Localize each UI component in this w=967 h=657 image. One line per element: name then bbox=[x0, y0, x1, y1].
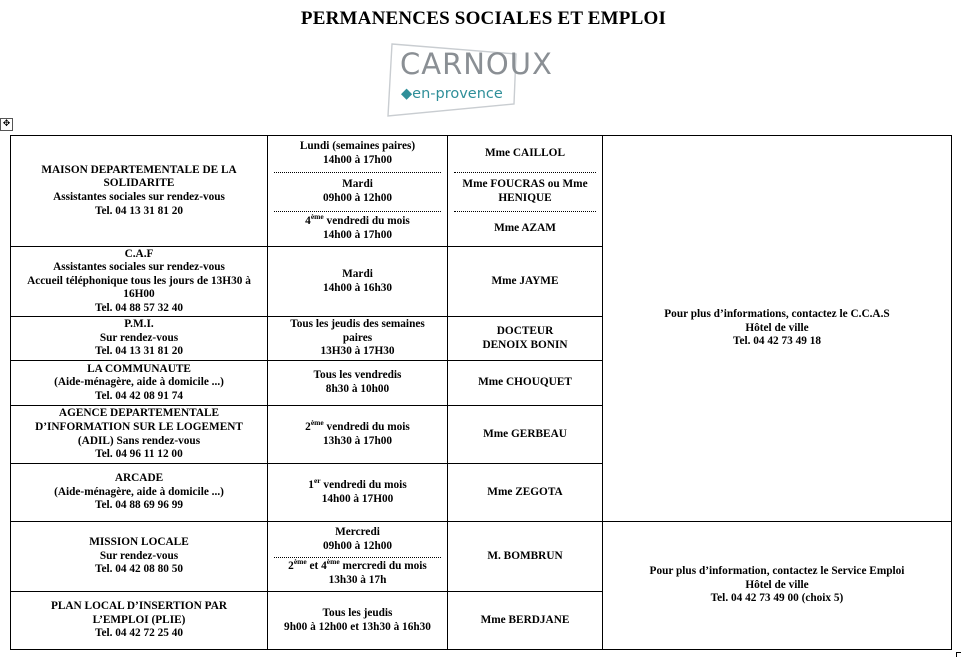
permanences-table bbox=[10, 135, 952, 650]
schedule-cell-adil: 2ème vendredi du mois 13h30 à 17h00 bbox=[268, 406, 448, 464]
schedule-cell-mission-locale: Mercredi 09h00 à 12h00 2ème et 4ème mercredi du mois 13h30 à 17h bbox=[268, 522, 448, 592]
logo-subtitle: ◆en-provence bbox=[401, 86, 503, 102]
logo-wordmark: CARNOUX bbox=[400, 47, 553, 81]
schedule-cell-arcade: 1er vendredi du mois 14h00 à 17H00 bbox=[268, 464, 448, 522]
emploi-info-cell: Pour plus d’information, contactez le Service Emploi Hôtel de ville Tel. 04 42 73 49 00 (choix 5) bbox=[603, 522, 952, 650]
org-cell-plie: PLAN LOCAL D’INSERTION PAR L’EMPLOI (PLIE) Tel. 04 42 72 25 40 bbox=[11, 592, 268, 650]
schedule-cell-mds: Lundi (semaines paires) 14h00 à 17h00 Mardi 09h00 à 12h00 4ème vendredi du mois 14h00 à 17h00 bbox=[268, 136, 448, 247]
contact-cell-caf: Mme JAYME bbox=[448, 247, 603, 317]
contact-cell-mission-locale: M. BOMBRUN bbox=[448, 522, 603, 592]
schedule-cell-plie: Tous les jeudis 9h00 à 12h00 et 13h30 à 16h30 bbox=[268, 592, 448, 650]
contact-cell-mds: Mme CAILLOL Mme FOUCRAS ou Mme HENIQUE Mme AZAM bbox=[448, 136, 603, 247]
org-cell-caf: C.A.F Assistantes sociales sur rendez-vous Accueil téléphonique tous les jours de 13H30 à 16H00 Tel. 04 88 57 32 40 bbox=[11, 247, 268, 317]
org-cell-adil: AGENCE DEPARTEMENTALE D’INFORMATION SUR LE LOGEMENT (ADIL) Sans rendez-vous Tel. 04 96 11 12 00 bbox=[11, 406, 268, 464]
contact-cell-plie: Mme BERDJANE bbox=[448, 592, 603, 650]
ccas-info-cell: Pour plus d’informations, contactez le C.C.A.S Hôtel de ville Tel. 04 42 73 49 18 bbox=[603, 136, 952, 522]
table-end-marker bbox=[956, 652, 961, 657]
org-cell-mission-locale: MISSION LOCALE Sur rendez-vous Tel. 04 42 08 80 50 bbox=[11, 522, 268, 592]
diamond-icon: ◆ bbox=[401, 86, 413, 102]
org-cell-mds: MAISON DEPARTEMENTALE DE LA SOLIDARITE Assistantes sociales sur rendez-vous Tel. 04 13 31 81 20 bbox=[11, 136, 268, 247]
org-cell-arcade: ARCADE (Aide-ménagère, aide à domicile ...) Tel. 04 88 69 96 99 bbox=[11, 464, 268, 522]
move-handle-icon[interactable]: ✥ bbox=[0, 118, 13, 131]
table-row bbox=[11, 522, 952, 592]
schedule-cell-pmi: Tous les jeudis des semaines paires 13H30 à 17H30 bbox=[268, 317, 448, 361]
contact-cell-pmi: DOCTEUR DENOIX BONIN bbox=[448, 317, 603, 361]
table-row bbox=[11, 136, 952, 247]
page-title: PERMANENCES SOCIALES ET EMPLOI bbox=[300, 8, 667, 29]
org-cell-communaute: LA COMMUNAUTE (Aide-ménagère, aide à domicile ...) Tel. 04 42 08 91 74 bbox=[11, 361, 268, 406]
contact-cell-communaute: Mme CHOUQUET bbox=[448, 361, 603, 406]
schedule-cell-communaute: Tous les vendredis 8h30 à 10h00 bbox=[268, 361, 448, 406]
org-cell-pmi: P.M.I. Sur rendez-vous Tel. 04 13 31 81 20 bbox=[11, 317, 268, 361]
contact-cell-arcade: Mme ZEGOTA bbox=[448, 464, 603, 522]
schedule-cell-caf: Mardi 14h00 à 16h30 bbox=[268, 247, 448, 317]
contact-cell-adil: Mme GERBEAU bbox=[448, 406, 603, 464]
